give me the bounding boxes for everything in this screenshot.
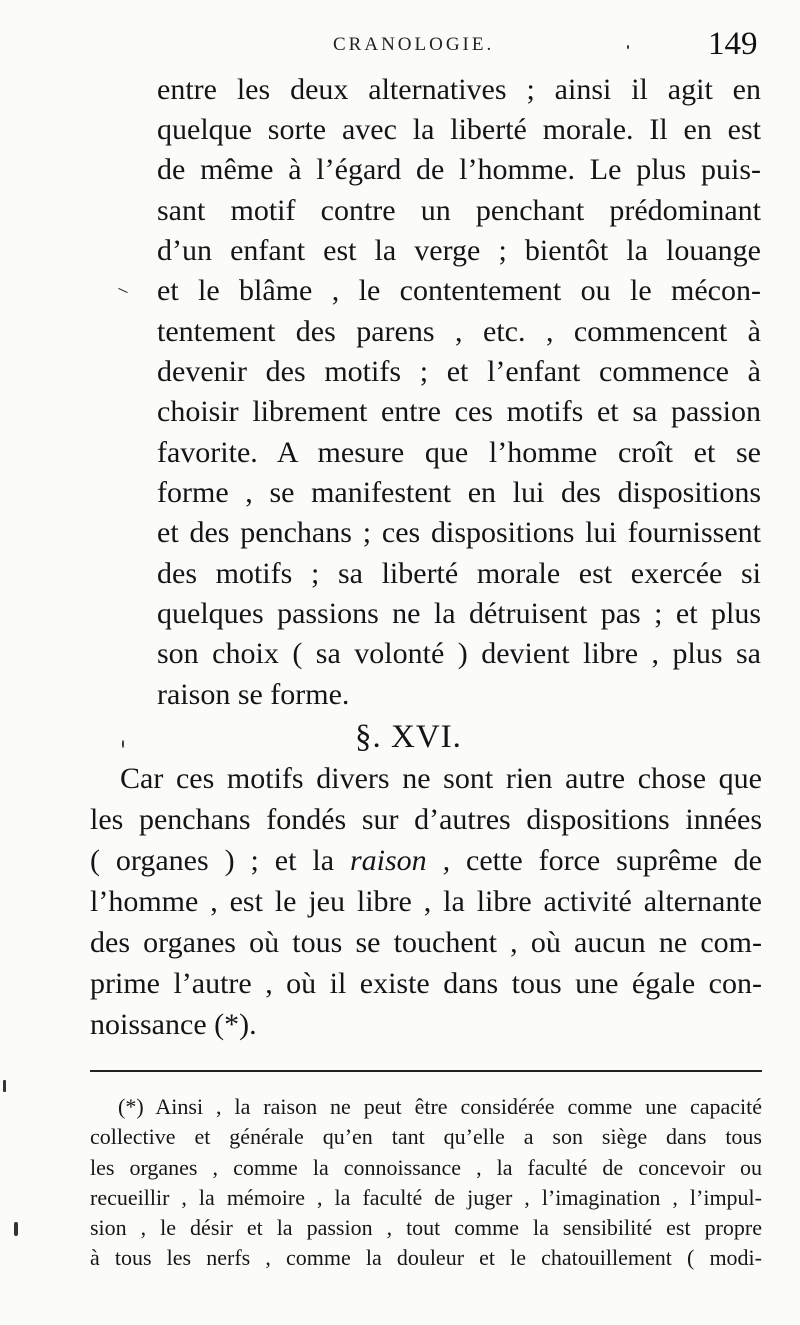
text-line: l’homme , est le jeu libre , la libre activité alternante	[90, 885, 762, 918]
text-line: d’un enfant est la verge ; bientôt la louange	[157, 234, 761, 267]
text-line: de même à l’égard de l’homme. Le plus puis-	[157, 153, 761, 186]
text-line: quelques passions ne la détruisent pas ; et plus	[157, 597, 761, 630]
text-line: son choix ( sa volonté ) devient libre , plus sa	[157, 637, 761, 670]
text-line	[90, 841, 762, 881]
text-line: noissance (*).	[90, 1008, 257, 1041]
footnote-line: les organes , comme la connoissance , la faculté de concevoir ou	[90, 1155, 762, 1180]
speck	[118, 288, 127, 293]
text-line: les penchans fondés sur d’autres dispositions innées	[90, 803, 762, 836]
text-line: forme , se manifestent en lui des dispositions	[157, 476, 761, 509]
footnote-line: sion , le désir et la passion , tout comme la sensibilité est propre	[90, 1215, 762, 1240]
text-line: quelque sorte avec la liberté morale. Il en est	[157, 113, 761, 146]
text-line: devenir des motifs ; et l’enfant commence à	[157, 355, 761, 388]
text-line: des motifs ; sa liberté morale est exercée si	[157, 557, 761, 590]
text-line: prime l’autre , où il existe dans tous une égale con-	[90, 967, 762, 1000]
section-heading: §. XVI.	[355, 719, 462, 755]
text-line: choisir librement entre ces motifs et sa passion	[157, 395, 761, 428]
text-line: Car ces motifs divers ne sont rien autre chose que	[120, 762, 762, 795]
text-line: raison se forme.	[157, 678, 350, 711]
italic-word: raison ,	[349, 844, 451, 877]
text-line: entre les deux alternatives ; ainsi il agit en	[157, 73, 761, 106]
speck	[14, 1222, 18, 1236]
footnote-line: recueillir , la mémoire , la faculté de juger , l’imagination , l’impul-	[90, 1185, 762, 1210]
text-line: tentement des parens , etc. , commencent à	[157, 315, 761, 348]
text-line: des organes où tous se touchent , où aucun ne com-	[90, 926, 762, 959]
text-line: et le blâme , le contentement ou le mécon-	[157, 274, 761, 307]
footnote-line: collective et générale qu’en tant qu’elle a son siège dans tous	[90, 1124, 762, 1149]
footnote-line: à tous les nerfs , comme la douleur et le chatouillement ( modi-	[90, 1245, 762, 1270]
text-line: favorite. A mesure que l’homme croît et se	[157, 436, 761, 469]
speck	[3, 1080, 6, 1092]
text-line: sant motif contre un penchant prédominant	[157, 194, 761, 227]
running-title: CRANOLOGIE.	[333, 34, 495, 55]
text-line: et des penchans ; ces dispositions lui fournissent	[157, 516, 761, 549]
text-segment: ( organes ) ; et la	[90, 844, 350, 877]
footnote-divider	[90, 1070, 762, 1072]
footnote-line: (*) Ainsi , la raison ne peut être considérée comme une capacité	[118, 1094, 762, 1119]
text-segment: cette force suprême de	[450, 844, 762, 877]
speck	[122, 740, 124, 748]
running-head	[0, 26, 800, 66]
speck	[627, 45, 629, 49]
page-number: 149	[708, 26, 758, 62]
